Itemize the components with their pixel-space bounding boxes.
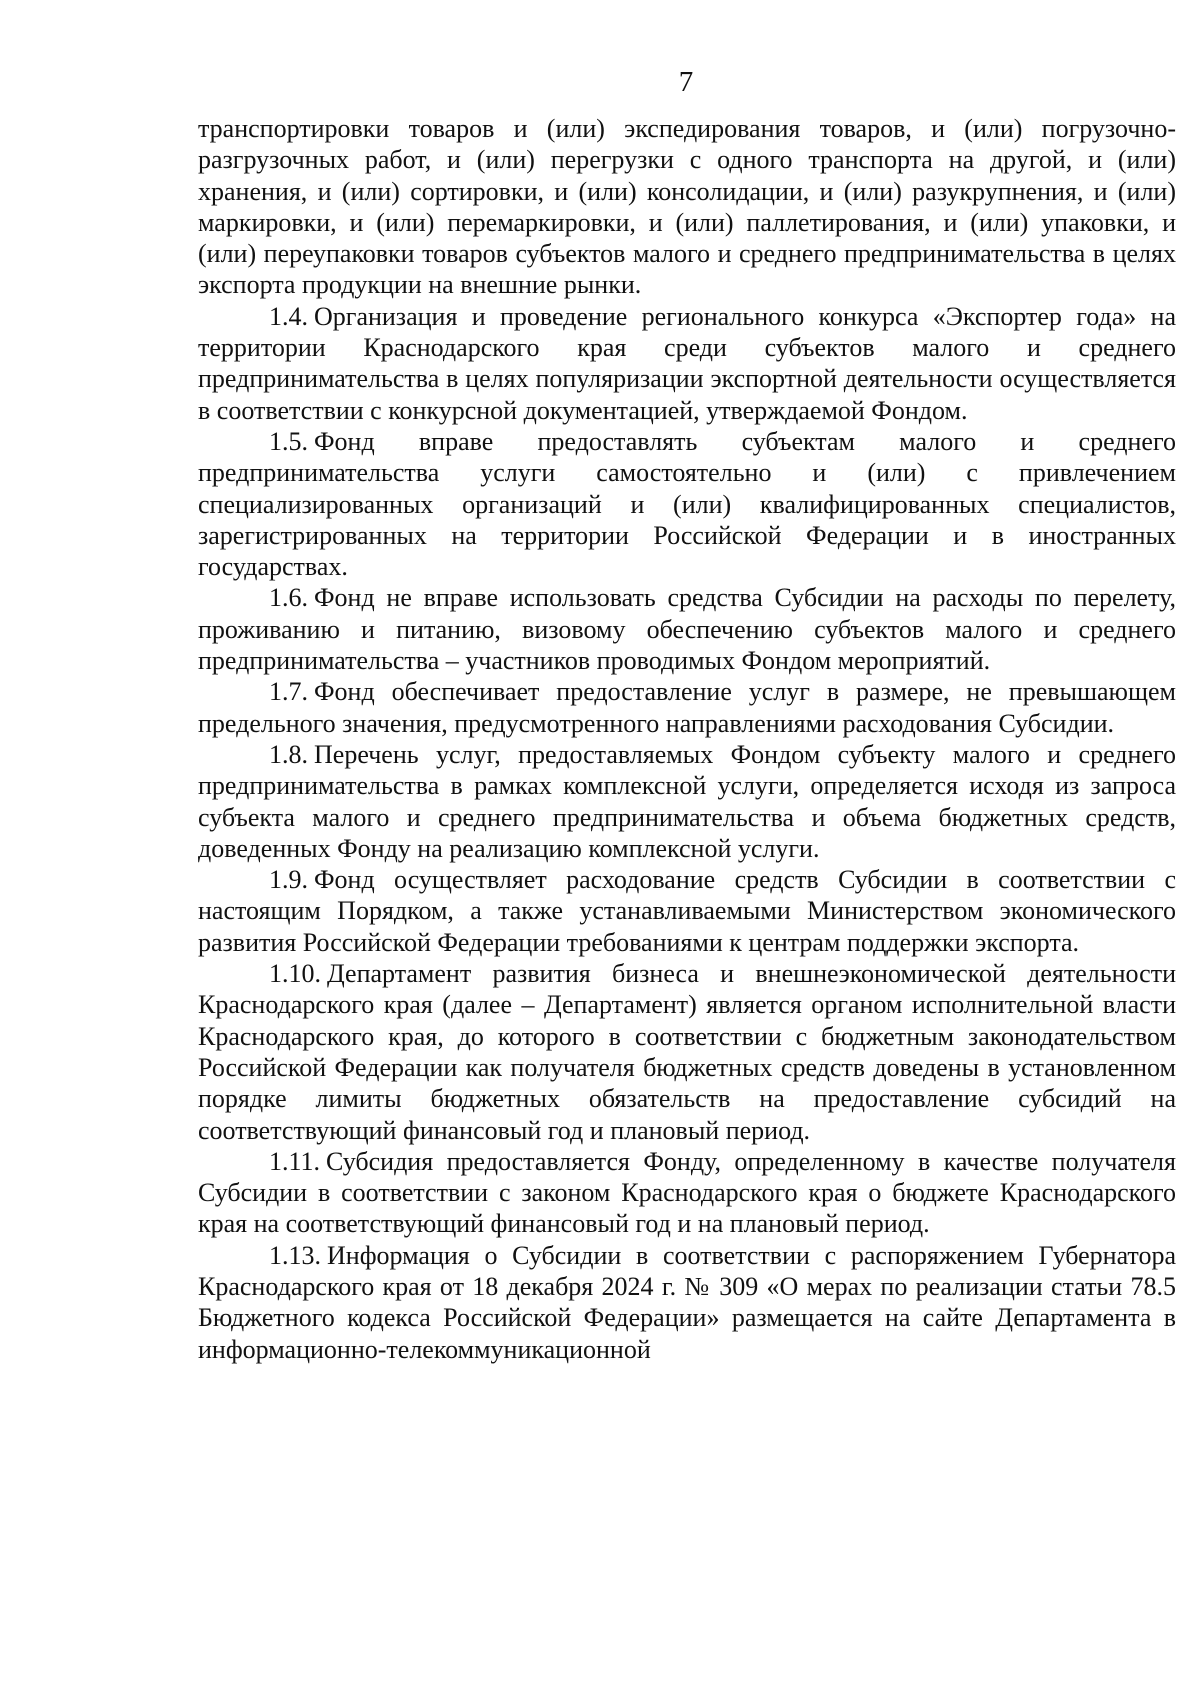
paragraph-text: Фонд обеспечивает предоставление услуг в размере, не превышающем предельного значения, предусмотренного направлениями расходования Субсидии. bbox=[198, 677, 1176, 738]
paragraph-number: 1.11. bbox=[269, 1146, 321, 1176]
paragraph-text: Перечень услуг, предоставляемых Фондом субъекту малого и среднего предпринимательства в рамках комплексной услуги, определяется исходя из запроса субъекта малого и среднего предпринимательства и объема бюджетных средств, доведенных Фонду на реализацию комплексной услуги. bbox=[198, 739, 1176, 863]
paragraph-1-6 bbox=[198, 582, 1176, 676]
paragraph-1-11 bbox=[198, 1146, 1176, 1240]
paragraph-text: Субсидия предоставляется Фонду, определенному в качестве получателя Субсидии в соответствии с законом Краснодарского края о бюджете Краснодарского края на соответствующий финансовый год и на плановый период. bbox=[198, 1146, 1176, 1239]
document-body bbox=[198, 113, 1176, 1365]
paragraph-text: Фонд не вправе использовать средства Субсидии на расходы по перелету, проживанию и питанию, визовому обеспечению субъектов малого и среднего предпринимательства – участников проводимых Фондом мероприятий. bbox=[198, 583, 1176, 676]
paragraph-1-9 bbox=[198, 864, 1176, 958]
paragraph-1-4 bbox=[198, 301, 1176, 426]
paragraph-number: 1.13. bbox=[269, 1240, 321, 1270]
paragraph-number: 1.9. bbox=[269, 865, 308, 895]
paragraph-number: 1.6. bbox=[269, 583, 308, 613]
paragraph-text: Организация и проведение регионального конкурса «Экспортер года» на территории Краснодарского края среди субъектов малого и среднего предпринимательства в целях популяризации экспортной деятельности осуществляется в соответствии с конкурсной документацией, утверждаемой Фондом. bbox=[198, 301, 1176, 425]
paragraph-text: Фонд вправе предоставлять субъектам малого и среднего предпринимательства услуги самостоятельно и (или) с привлечением специализированных организаций и (или) квалифицированных специалистов, зарегистрированных на территории Российской Федерации и в иностранных государствах. bbox=[198, 426, 1176, 582]
paragraph-1-8 bbox=[198, 739, 1176, 864]
paragraph-1-7 bbox=[198, 676, 1176, 739]
paragraph-1-10 bbox=[198, 958, 1176, 1146]
paragraph-number: 1.5. bbox=[269, 426, 308, 456]
paragraph-text: Департамент развития бизнеса и внешнеэкономической деятельности Краснодарского края (далее – Департамент) является органом исполнительной власти Краснодарского края, до которого в соответствии с бюджетным законодательством Российской Федерации как получателя бюджетных средств доведены в установленном порядке лимиты бюджетных обязательств на предоставление субсидий на соответствующий финансовый год и плановый период. bbox=[198, 959, 1176, 1145]
page-number: 7 bbox=[678, 66, 694, 98]
paragraph-text: транспортировки товаров и (или) экспедирования товаров, и (или) погрузочно-разгрузочных работ, и (или) перегрузки с одного транспорта на другой, и (или) хранения, и (или) сортировки, и (или) консолидации, и (или) разукрупнения, и (или) маркировки, и (или) перемаркировки, и (или) паллетирования, и (или) упаковки, и (или) переупаковки товаров субъектов малого и среднего предпринимательства в целях экспорта продукции на внешние рынки. bbox=[198, 114, 1176, 300]
paragraph-text: Информация о Субсидии в соответствии с распоряжением Губернатора Краснодарского края от 18 декабря 2024 г. № 309 «О мерах по реализации статьи 78.5 Бюджетного кодекса Российской Федерации» размещается на сайте Департамента в информационно-телекоммуникационной bbox=[198, 1240, 1176, 1364]
paragraph-continuation bbox=[198, 113, 1176, 301]
paragraph-number: 1.10. bbox=[269, 959, 321, 989]
paragraph-number: 1.8. bbox=[269, 739, 308, 769]
paragraph-number: 1.4. bbox=[269, 301, 308, 331]
paragraph-number: 1.7. bbox=[269, 677, 308, 707]
paragraph-1-5 bbox=[198, 426, 1176, 582]
paragraph-1-13 bbox=[198, 1240, 1176, 1365]
paragraph-text: Фонд осуществляет расходование средств Субсидии в соответствии с настоящим Порядком, а также устанавливаемыми Министерством экономического развития Российской Федерации требованиями к центрам поддержки экспорта. bbox=[198, 865, 1176, 957]
